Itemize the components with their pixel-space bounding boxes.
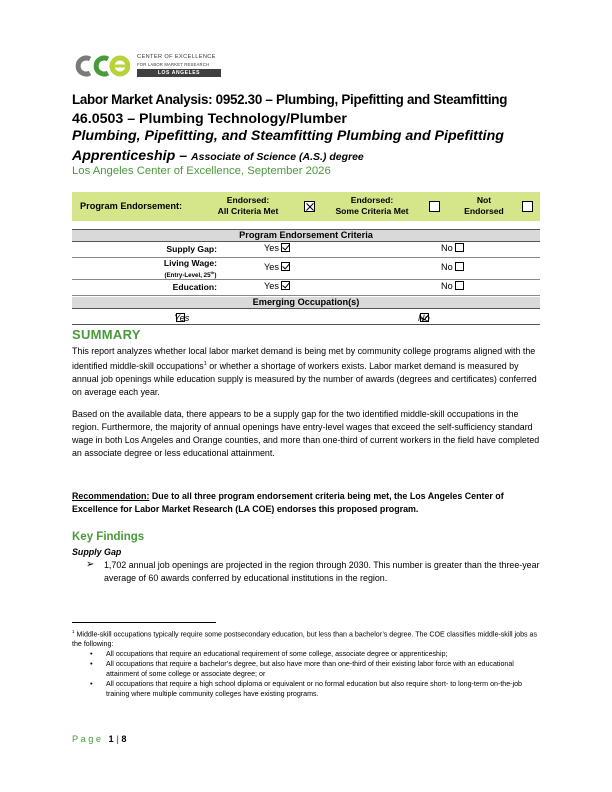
emerging-yes-checkbox[interactable] [176, 313, 185, 322]
endorsed-all-label [208, 195, 288, 217]
finding-item: 1,702 annual job openings are projected in the region through 2030. This number is greater than the three-year average of 60 awards conferred by educational institutions in the region. [104, 560, 540, 583]
coe-logo-icon [72, 54, 130, 78]
living-wage-sublabel [164, 272, 216, 279]
not-endorsed-label [454, 195, 514, 217]
logo-region-badge: LOS ANGELES [137, 69, 221, 77]
no-label: No [441, 243, 453, 253]
criteria-yes [264, 262, 290, 272]
no-checkbox[interactable] [455, 262, 464, 271]
criteria-row-living-wage [72, 258, 540, 280]
endorsed-all-line-2: All Criteria Met [217, 206, 279, 216]
criteria-label: Supply Gap: [166, 244, 217, 254]
title-degree: Associate of Science (A.S.) degree [191, 151, 364, 163]
criteria-no [441, 262, 464, 272]
yes-checkbox[interactable] [281, 281, 290, 290]
not-endorsed-line-2: Endorsed [464, 206, 504, 216]
no-checkbox[interactable] [455, 243, 464, 252]
logo-text [137, 54, 227, 77]
recommendation-label: Recommendation: [72, 491, 150, 501]
endorsed-all-checkbox[interactable] [304, 201, 315, 212]
summary-p1-text-b: or whether a shortage of workers exists. Labor market demand is measured by annual job openings while education supply is measured by the number of awards (degrees and certificates) conferred on average each year. [72, 360, 537, 397]
footnote-bullet: • All occupations that require a bachelor’s degree, but also have more than one-third of their existing labor force with an educational attainment of some college or associate degree; or [72, 659, 540, 679]
criteria-no [441, 281, 464, 291]
no-label: No [441, 281, 453, 291]
report-title-line-4 [72, 147, 364, 165]
report-title-line-2: 46.0503 – Plumbing Technology/Plumber [72, 111, 347, 127]
criteria-row-education [72, 280, 540, 296]
report-title-line-1: Labor Market Analysis: 0952.30 – Plumbing, Pipefitting and Steamfitting [72, 92, 508, 107]
emerging-occupations-header: Emerging Occupation(s) [72, 297, 540, 309]
logo-line-1: CENTER OF EXCELLENCE [137, 54, 216, 60]
sublabel-end: ) [214, 272, 217, 280]
footnote-list [72, 649, 540, 699]
endorsement-label: Program Endorsement: [80, 201, 183, 211]
yes-checkbox[interactable] [281, 243, 290, 252]
endorsed-some-line-1: Endorsed: [350, 195, 394, 205]
yes-label: Yes [264, 281, 279, 291]
endorsed-some-checkbox[interactable] [429, 201, 440, 212]
summary-p1-text-a: This report analyzes whether local labor market demand is being met by community college programs aligned with the identified middle-skill occupations [72, 346, 536, 371]
no-label: No [441, 262, 453, 272]
recommendation-text: Due to all three program endorsement criteria being met, the Los Angeles Center of Excellence for Labor Market Research (LA COE) endorses this proposed program. [72, 491, 504, 514]
footnote-ref[interactable]: 1 [203, 361, 207, 367]
page-number [72, 734, 126, 744]
criteria-no [441, 243, 464, 253]
footnote-intro [72, 627, 540, 649]
emerging-yes-label: Yes [174, 313, 190, 323]
emerging-no-label: No [418, 313, 430, 323]
footnote-bullet: • All occupations that require a high school diploma or equivalent or no formal education but also require short- to long-term on-the-job training where multiple community colleges have existing programs. [72, 679, 540, 699]
endorsement-bar [72, 192, 540, 221]
yes-checkbox[interactable] [281, 262, 290, 271]
page-word: Page [72, 734, 104, 744]
criteria-label [164, 258, 217, 281]
criteria-yes [264, 243, 290, 253]
logo-line-2: FOR LABOR MARKET RESEARCH [137, 62, 210, 67]
endorsed-all-line-1: Endorsed: [226, 195, 270, 205]
sublabel-sup: th [210, 270, 215, 275]
yes-label: Yes [264, 243, 279, 253]
supply-gap-subheading: Supply Gap [72, 547, 122, 557]
summary-heading: SUMMARY [72, 327, 141, 342]
coe-logo-mark [72, 54, 130, 78]
endorsed-some-label [326, 195, 418, 217]
emerging-occupations-row [72, 309, 540, 325]
current-page: 1 [108, 734, 114, 744]
arrow-bullet-icon: ➢ [86, 559, 95, 570]
criteria-row-supply-gap [72, 242, 540, 258]
recommendation-paragraph [72, 490, 540, 516]
emerging-no-checkbox[interactable] [420, 313, 429, 322]
report-subtitle: Los Angeles Center of Excellence, September 2026 [72, 165, 331, 177]
footnote-text: Middle-skill occupations typically require some postsecondary education, but less than a bachelor’s degree. The COE classifies middle-skill jobs as the following: [72, 630, 538, 649]
summary-paragraph-1 [72, 345, 540, 399]
no-checkbox[interactable] [455, 281, 464, 290]
footnote [72, 627, 540, 699]
total-pages: 8 [121, 734, 127, 744]
criteria-yes [264, 281, 290, 291]
title-apprenticeship: Apprenticeship – [72, 148, 192, 164]
criteria-header: Program Endorsement Criteria [72, 229, 540, 242]
footnote-bullet: • All occupations that require an educational requirement of some college, associate degree or apprenticeship; [72, 649, 540, 659]
footnote-divider [72, 622, 216, 623]
key-findings-heading: Key Findings [72, 531, 145, 543]
yes-label: Yes [264, 262, 279, 272]
living-wage-label: Living Wage: [163, 258, 217, 268]
summary-paragraph-2: Based on the available data, there appears to be a supply gap for the two identified middle-skill occupations in the region. Furthermore, the majority of annual openings have entry-level wages that exceed the self-sufficiency standard wage in both Los Angeles and Orange counties, and more than one-third of current workers in the field have completed an associate degree or less educational attainment. [72, 409, 540, 458]
not-endorsed-line-1: Not [476, 195, 492, 205]
sublabel-text: (Entry-Level, 25 [164, 272, 211, 280]
report-title-line-3: Plumbing, Pipefitting, and Steamfitting Plumbing and Pipefitting [72, 128, 504, 144]
footnote-marker: 1 [72, 629, 75, 634]
not-endorsed-checkbox[interactable] [522, 201, 533, 212]
page-separator: | [116, 734, 119, 744]
endorsed-some-line-2: Some Criteria Met [335, 206, 409, 216]
criteria-label: Education: [172, 282, 217, 292]
